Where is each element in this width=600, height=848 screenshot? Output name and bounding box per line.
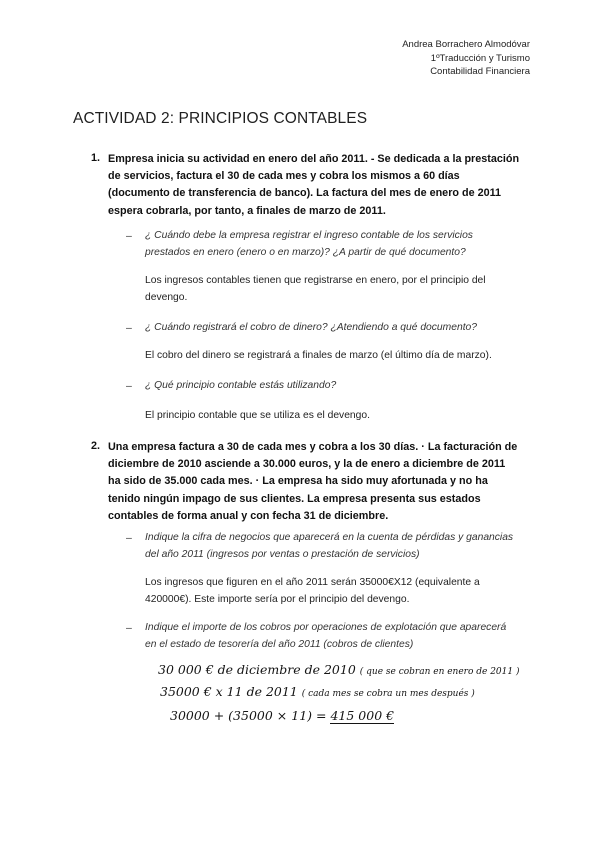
header-block <box>402 38 530 79</box>
question-1-text: Empresa inicia su actividad en enero del año 2011. - Se dedicada a la prestación de servicios, factura el 30 de cada mes y cobra los mismos a 60 días (documento de transferencia de banco). La factura del mes de enero de 2011 espera cobrarla, por tanto, a finales de marzo de 2011. <box>108 153 520 217</box>
bullet-dash: – <box>126 532 132 544</box>
page-title: ACTIVIDAD 2: PRINCIPIOS CONTABLES <box>73 110 368 127</box>
bullet-dash: – <box>126 322 132 334</box>
answer-2a: Los ingresos que figuren en el año 2011 serán 35000€X12 (equivalente a 420000€). Este importe sería por el principio del devengo. <box>145 577 480 605</box>
question-2b: Indique el importe de los cobros por operaciones de explotación que aparecerá en el estado de tesorería del año 2011 (cobros de clientes) <box>145 622 507 650</box>
handwriting-line-1-main: 30 000 € de diciembre de 2010 <box>158 662 356 677</box>
handwriting-line-1 <box>158 662 520 677</box>
question-2-number: 2. <box>91 440 101 452</box>
handwriting-calculation: 30000 + (35000 × 11) = <box>170 708 327 723</box>
handwriting-line-1-note: ( que se cobran en enero de 2011 ) <box>359 667 520 677</box>
handwriting-line-3 <box>170 708 394 723</box>
answer-1b: El cobro del dinero se registrará a finales de marzo (el último día de marzo). <box>145 350 492 361</box>
handwriting-result: 415 000 € <box>330 708 395 723</box>
author-name: Andrea Borrachero Almodóvar <box>402 39 530 50</box>
course-name: 1ºTraducción y Turismo <box>430 52 530 64</box>
handwriting-line-2 <box>160 684 475 699</box>
handwriting-line-2-note: ( cada mes se cobra un mes después ) <box>301 689 475 699</box>
question-2a: Indique la cifra de negocios que aparecerá en la cuenta de pérdidas y ganancias del año 2011 (ingresos por ventas o prestación de servicios) <box>145 532 514 560</box>
bullet-dash: – <box>126 380 132 392</box>
answer-1c: El principio contable que se utiliza es el devengo. <box>145 410 370 421</box>
handwriting-line-2-main: 35000 € x 11 de 2011 <box>160 684 298 699</box>
question-2-text: Una empresa factura a 30 de cada mes y cobra a los 30 días. · La facturación de diciembre de 2010 asciende a 30.000 euros, y la de enero a diciembre de 2011 ha sido de 35.000 cada mes. · La empresa ha sido muy afortunada y no ha tenido ningún impago de sus clientes. La empresa presenta sus estados contables de forma anual y con fecha 31 de diciembre. <box>108 441 518 522</box>
question-1c: ¿ Qué principio contable estás utilizando? <box>145 380 337 391</box>
bullet-dash: – <box>126 622 132 634</box>
question-1a: ¿ Cuándo debe la empresa registrar el ingreso contable de los servicios prestados en enero (enero o en marzo)? ¿A partir de qué documento? <box>145 230 473 258</box>
answer-1a: Los ingresos contables tienen que registrarse en enero, por el principio del devengo. <box>145 275 486 303</box>
question-1-number: 1. <box>91 152 101 164</box>
question-1b: ¿ Cuándo registrará el cobro de dinero? ¿Atendiendo a qué documento? <box>145 322 478 333</box>
subject-name: Contabilidad Financiera <box>430 66 530 77</box>
bullet-dash: – <box>126 230 132 242</box>
